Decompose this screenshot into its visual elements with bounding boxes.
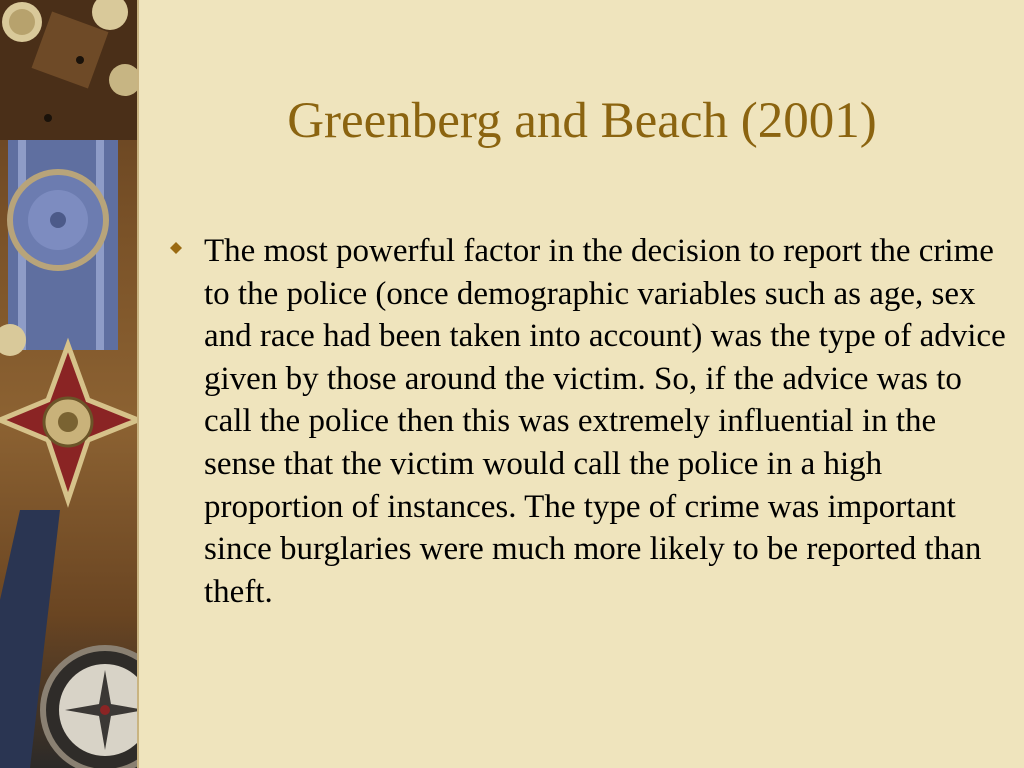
slide-title: Greenberg and Beach (2001) [287,93,877,149]
bullet-text: The most powerful factor in the decision to report the crime to the police (once demographic variables such as age, sex and race had been taken into account) was the type of advice given by those around the victim. So, if the advice was to call the police then this was extremely influential in the sense that the victim would call the police in a high proportion of instances. The type of crime was important since burglaries were much more likely to be reported than theft. [204,233,1006,610]
diamond-bullet-icon [170,242,182,254]
compass-icon [43,648,137,768]
list-item [168,230,1008,613]
decorative-side-image [0,0,139,768]
button-icon [0,0,137,140]
bullet-list [168,230,1008,613]
medal-ribbon-icon [0,140,118,356]
medal-cross-icon [0,345,137,500]
